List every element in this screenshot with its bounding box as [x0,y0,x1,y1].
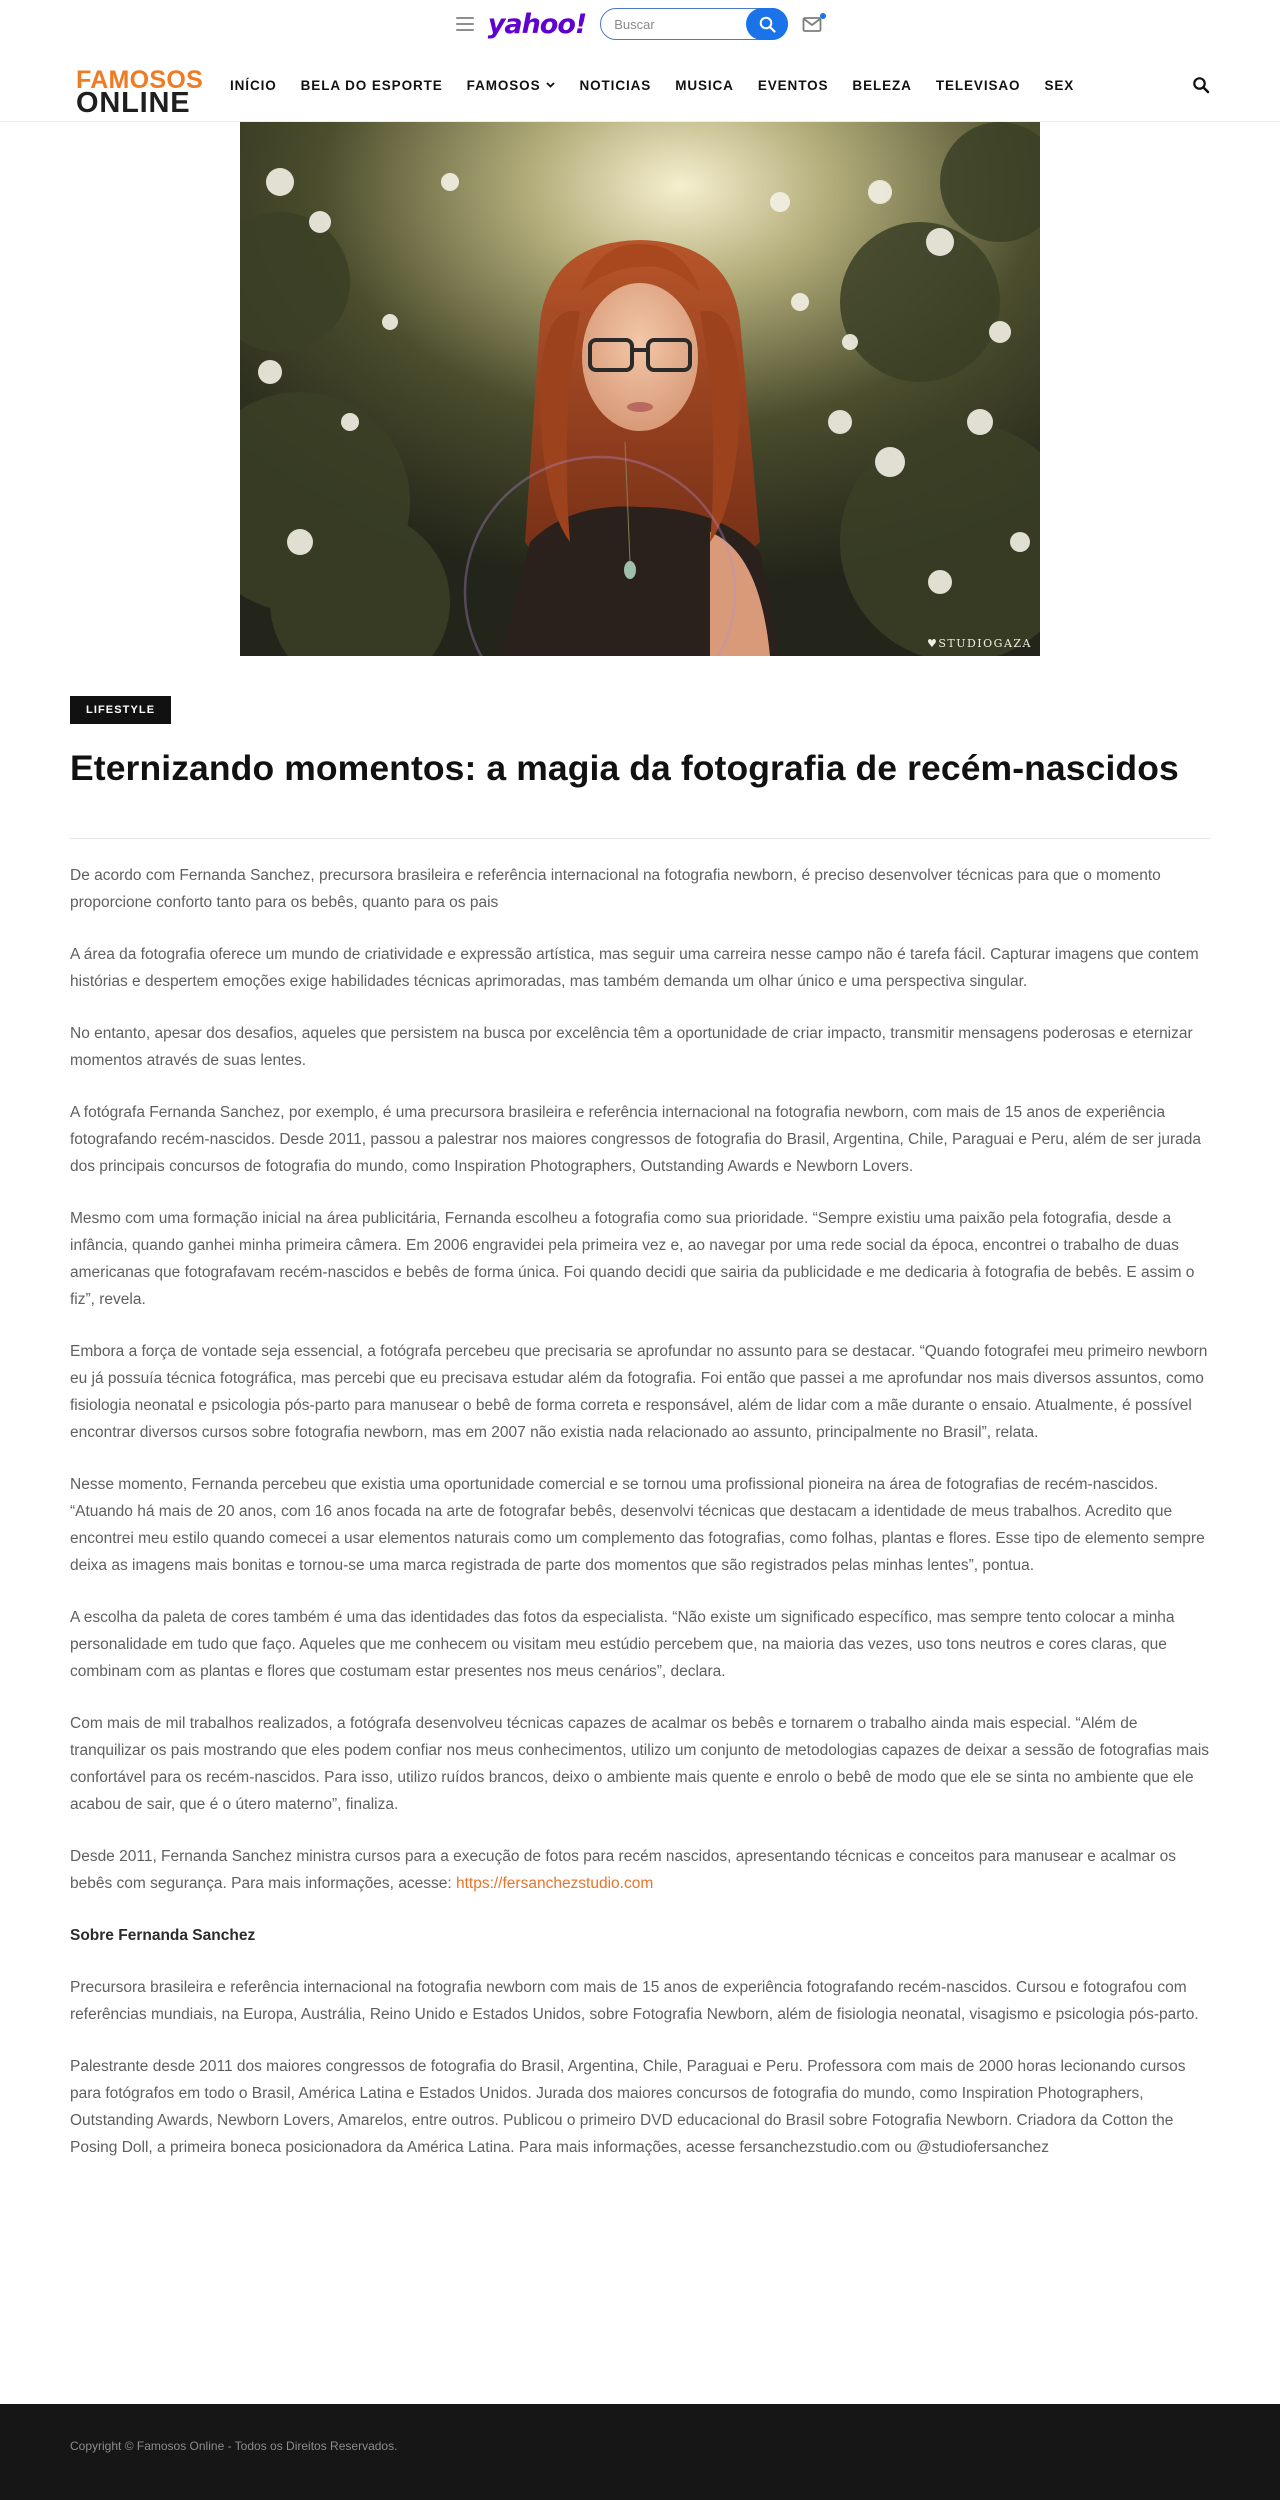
nav-label: FAMOSOS [466,77,541,93]
article-paragraph: Mesmo com uma formação inicial na área publicitária, Fernanda escolheu a fotografia como sua prioridade. “Sempre existiu uma paixão pela fotografia, desde a infância, quando ganhei minha primeira câmera. Em 2006 engravidei pela primeira vez e, ao navegar por uma rede social da época, encontrei o trabalho de duas americanas que fotografavam recém-nascidos e bebês de forma única. Foi quando decidi que sairia da publicidade e me dedicaria à fotografia de bebês. E assim o fiz”, revela. [70,1210,1195,1308]
article-paragraph: Com mais de mil trabalhos realizados, a fotógrafa desenvolveu técnicas capazes de acalmar os bebês e tornarem o trabalho ainda mais especial. “Além de tranquilizar os pais mostrando que eles podem confiar nos meus conhecimentos, utilizo um conjunto de metodologias capazes de deixar a sessão de fotografias mais confortável para os recém-nascidos. Para isso, utilizo ruídos brancos, deixo o ambiente mais quente e enrolo o bebê de modo que ele se sinta no ambiente que ele acabou de sair, que é o útero materno”, finaliza. [70,1715,1210,1813]
hero-watermark: ♥STUDIOGAZA [926,637,1032,650]
nav-label: MUSICA [675,77,734,93]
famosos-online-logo[interactable] [76,66,204,120]
article-paragraph: A fotógrafa Fernanda Sanchez, por exemplo, é uma precursora brasileira e referência internacional na fotografia newborn, com mais de 15 anos de experiência fotografando recém-nascidos. Desde 2011, passou a palestrar nos maiores congressos de fotografia do Brasil, Argentina, Chile, Paraguai e Peru, além de ser jurada dos principais concursos de fotografia do mundo, como Inspiration Photographers, Outstanding Awards e Newborn Lovers. [70,1104,1201,1175]
nav-item-beleza[interactable] [852,78,911,93]
chevron-down-icon [546,82,555,88]
nav-item-noticias[interactable] [579,78,651,93]
article-paragraph-with-link [70,1843,1210,1897]
yahoo-search-button[interactable] [746,8,788,40]
hero-image [240,122,1040,656]
article-body [70,862,1210,2186]
nav-item-televisao[interactable] [936,78,1021,93]
title-divider [70,838,1210,839]
nav-item-musica[interactable] [675,78,734,93]
article-paragraph: No entanto, apesar dos desafios, aqueles que persistem na busca por excelência têm a oportunidade de criar impacto, transmitir mensagens poderosas e eternizar momentos através de suas lentes. [70,1025,1193,1069]
article-paragraph: A escolha da paleta de cores também é uma das identidades das fotos da especialista. “Não existe um significado específico, mas sempre tento colocar a minha personalidade em tudo que faço. Aqueles que me conhecem ou visitam meu estúdio percebem que, na maioria das vezes, uso tons neutros e cores claras, que combinam com as plantas e flores que costumam estar presentes nos meus cenários”, declara. [70,1609,1175,1680]
article-paragraph: Nesse momento, Fernanda percebeu que existia uma oportunidade comercial e se tornou uma profissional pioneira na área de fotografias de recém-nascidos. “Atuando há mais de 20 anos, com 16 anos focada na arte de fotografar bebês, desenvolvi técnicas que destacam a identidade de meus trabalhos. Acredito que encontrei meu estilo quando comecei a usar elementos naturais como um complemento das fotografias, como folhas, plantas e flores. Esse tipo de elemento sempre deixa as imagens mais bonitas e tornou-se uma marca registrada de parte dos momentos que são registrados pelas minhas lentes”, pontua. [70,1476,1205,1574]
nav-label: NOTICIAS [579,77,652,93]
nav-label: TELEVISAO [935,77,1021,93]
about-paragraph: Palestrante desde 2011 dos maiores congressos de fotografia do Brasil, Argentina, Chile, Paraguai e Peru. Professora com mais de 2000 horas lecionando cursos para fotógrafos em todo o Brasil, América Latina e Estados Unidos. Jurada dos maiores concursos de fotografia do mundo, como Inspiration Photographers, Outstanding Awards, Newborn Lovers, Amarelos, entre outros. Publicou o primeiro DVD educacional do Brasil sobre Fotografia Newborn. Criadora da Cotton the Posing Doll, a primeira boneca posicionadora da América Latina. Para mais informações, acesse fersanchezstudio.com ou @studiofersanchez [70,2058,1186,2156]
site-header [0,48,1280,122]
article-paragraph: De acordo com Fernanda Sanchez, precursora brasileira e referência internacional na fotografia newborn, é preciso desenvolver técnicas para que o momento proporcione conforto tanto para os bebês, quanto para os pais [70,867,1161,911]
article-title: Eternizando momentos: a magia da fotografia de recém-nascidos [70,748,1179,788]
nav-item-bela-do-esporte[interactable] [301,78,443,93]
logo-line-famosos: FAMOSOS [76,66,204,94]
copyright-text: Copyright © Famosos Online - Todos os Direitos Reservados. [70,2439,398,2453]
yahoo-top-bar [0,0,1280,48]
hamburger-menu-icon[interactable] [456,17,474,31]
yahoo-logo[interactable]: yahoo! [487,8,587,40]
site-footer [0,2404,1280,2500]
nav-label: BELA DO ESPORTE [300,77,443,93]
article-paragraph: A área da fotografia oferece um mundo de criatividade e expressão artística, mas seguir uma carreira nesse campo não é tarefa fácil. Capturar imagens que contem histórias e despertem emoções exige habilidades técnicas aprimoradas, mas também demanda um olhar único e uma perspectiva singular. [70,946,1199,990]
nav-label: SEX [1044,77,1075,93]
yahoo-search-box [600,8,788,40]
category-badge[interactable]: LIFESTYLE [70,696,171,724]
main-nav [218,48,1086,122]
nav-item-sex[interactable] [1044,78,1074,93]
nav-item-inicio[interactable] [230,78,277,93]
nav-label: BELEZA [852,77,912,93]
notification-dot [820,13,826,19]
nav-item-famosos[interactable] [467,78,556,93]
link-paragraph-text: Desde 2011, Fernanda Sanchez ministra cursos para a execução de fotos para recém nascidos, apresentando técnicas e conceitos para manusear e acalmar os bebês com segurança. Para mais informações, acesse: [70,1848,1177,1892]
logo-line-online: ONLINE [76,87,191,120]
about-paragraph: Precursora brasileira e referência internacional na fotografia newborn com mais de 15 anos de experiência fotografando recém-nascidos. Cursou e fotografou com referências mundiais, na Europa, Austrália, Reino Unido e Estados Unidos, sobre Fotografia Newborn, além de fisiologia neonatal, visagismo e psicologia pós-parto. [70,1979,1199,2023]
article-paragraph: Embora a força de vontade seja essencial, a fotógrafa percebeu que precisaria se aprofundar no assunto para se destacar. “Quando fotografei meu primeiro newborn eu já possuía técnica fotográfica, mas percebi que eu precisava estudar além da fotografia. Foi então que passei a me aprofundar nos mais diversos assuntos, como fisiologia neonatal e psicologia pós-parto para manusear o bebê de forma correta e responsável, além de lidar com a mãe durante o ensaio. Atualmente, é possível encontrar diversos cursos sobre fotografia newborn, mas em 2007 não existia nada relacionado ao assunto, principalmente no Brasil”, relata. [70,1343,1208,1441]
mail-icon[interactable] [802,14,824,34]
studio-website-link[interactable]: https://fersanchezstudio.com [455,1875,654,1892]
about-heading: Sobre Fernanda Sanchez [70,1927,256,1944]
nav-label: INÍCIO [230,77,277,93]
nav-item-eventos[interactable] [758,78,829,93]
nav-label: EVENTOS [757,77,829,93]
site-search-icon[interactable] [1192,76,1210,94]
search-icon [759,16,776,33]
